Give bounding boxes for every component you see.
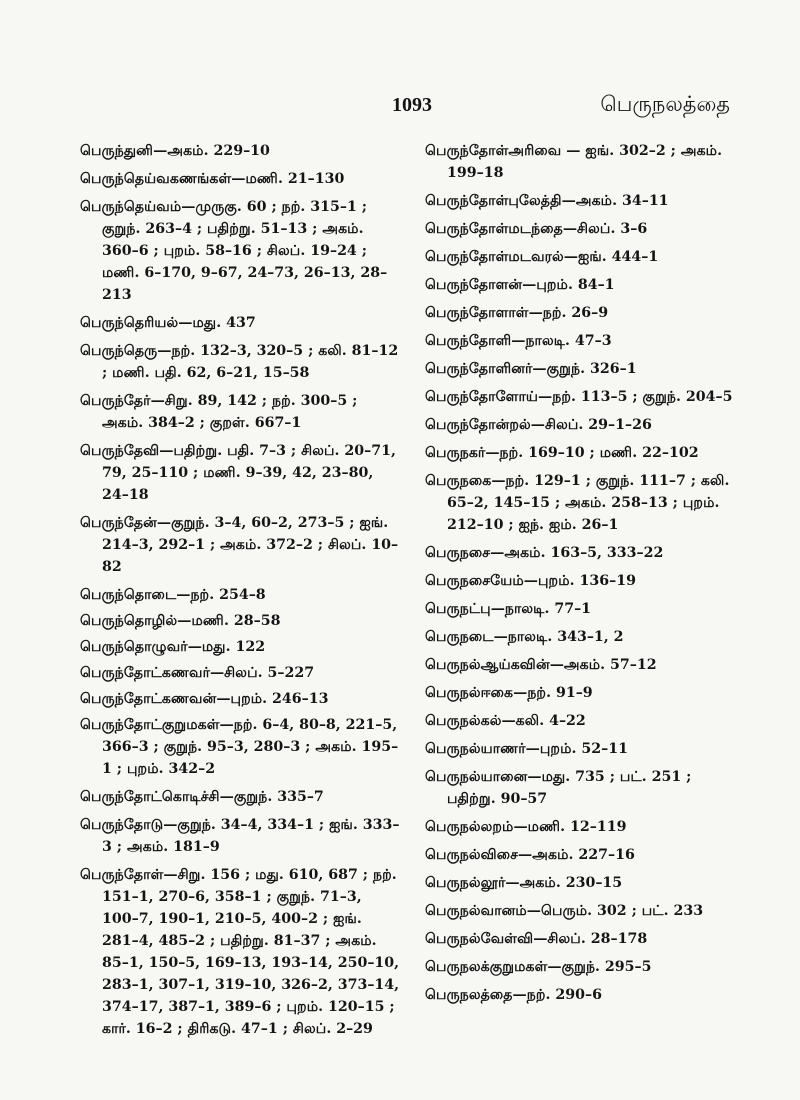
index-entry: பெருநசையேம்—புறம். 136–19: [425, 573, 636, 589]
index-entry: பெருந்தோடு—குறுந். 34–4, 334–1 ; ஐங். 333–3 ; அகம். 181–9: [80, 817, 400, 855]
index-entry: பெருநல்ஈகை—நற். 91–9: [425, 685, 593, 701]
index-entry: பெருநடை—நாலடி. 343–1, 2: [425, 629, 624, 645]
index-entry: பெருந்தெரு—நற். 132–3, 320–5 ; கலி. 81–12 ; மணி. பதி. 62, 6–21, 15–58: [80, 343, 399, 381]
right-column: [425, 140, 743, 1012]
index-entry: பெருந்தோட்கொடிச்சி—குறுந். 335–7: [80, 789, 324, 805]
index-entry: பெருந்தேன்—குறுந். 3–4, 60–2, 273–5 ; ஐங். 214–3, 292–1 ; அகம். 372–2 ; சிலப். 10–82: [80, 515, 399, 575]
index-entry: பெருநல்கல்—கலி. 4–22: [425, 713, 586, 729]
running-head: பெருநலத்தை: [600, 92, 730, 116]
index-entry: பெருந்தோள்அரிவை — ஐங். 302–2 ; அகம். 199–18: [425, 143, 723, 181]
index-entry: பெருநல்வானம்—பெரும். 302 ; பட். 233: [425, 903, 704, 919]
index-entry: பெருந்தோள்மடந்தை—சிலப். 3–6: [425, 221, 648, 237]
index-entry: பெருந்தொழுவர்—மது. 122: [80, 639, 266, 655]
index-entry: பெருந்தோள்புலேத்தி—அகம். 34–11: [425, 193, 669, 209]
index-entry: பெருநல்ஆய்கவின்—அகம். 57–12: [425, 657, 657, 673]
index-entry: பெருநல்விசை—அகம். 227–16: [425, 847, 635, 863]
index-entry: பெருந்தெரியல்—மது. 437: [80, 315, 256, 331]
index-entry: பெருந்தெய்வம்—முருகு. 60 ; நற். 315–1 ; குறுந். 263–4 ; பதிற்று. 51–13 ; அகம். 360–6 ; புறம். 58–16 ; சிலப். 19–24 ; மணி. 6–170, 9–67, 24–73, 26–13, 28–213: [80, 199, 388, 303]
index-entry: பெருந்தோன்றல்—சிலப். 29–1–26: [425, 417, 652, 433]
index-entry: பெருநல்யாணர்—புறம். 52–11: [425, 741, 628, 757]
index-entry: பெருநல்லூர்—அகம். 230–15: [425, 875, 623, 891]
index-entry: பெருந்தோளாள்—நற். 26–9: [425, 305, 609, 321]
index-entry: பெருந்தோள்மடவரல்—ஐங். 444–1: [425, 249, 659, 265]
index-entry: பெருந்தெய்வகணங்கள்—மணி. 21–130: [80, 171, 345, 187]
page-number: 1093: [392, 94, 432, 116]
index-entry: பெருந்தோளன்—புறம். 84–1: [425, 277, 615, 293]
index-entry: பெருந்தோட்கணவர்—சிலப். 5–227: [80, 665, 315, 681]
index-entry: பெருநட்பு—நாலடி. 77–1: [425, 601, 592, 617]
index-entry: பெருந்தேர்—சிறு. 89, 142 ; நற். 300–5 ; அகம். 384–2 ; குறள். 667–1: [80, 393, 358, 431]
index-entry: பெருந்தோள்—சிறு. 156 ; மது. 610, 687 ; நற். 151–1, 270–6, 358–1 ; குறுந். 71–3, 100–7, 190–1, 210–5, 400–2 ; ஐங். 281–4, 485–2 ; பதிற்று. 81–37 ; அகம். 85–1, 150–5, 169–13, 193–14, 250–10, 283–1, 307–1, 319–10, 326–2, 373–14, 374–17, 387–1, 389–6 ; புறம். 120–15 ; கார். 16–2 ; திரிகடு. 47–1 ; சிலப். 2–29: [80, 867, 400, 1037]
page-header: [0, 90, 800, 130]
index-entry: பெருந்தோட்குறுமகள்—நற். 6–4, 80–8, 221–5, 366–3 ; குறுந். 95–3, 280–3 ; அகம். 195–1 ; புறம். 342–2: [80, 717, 399, 777]
left-column: [80, 140, 402, 1046]
index-entry: பெருநல்யானை—மது. 735 ; பட். 251 ; பதிற்று. 90–57: [425, 769, 692, 807]
index-entry: பெருந்தோட்கணவன்—புறம். 246–13: [80, 691, 329, 707]
index-entry: பெருநகை—நற். 129–1 ; குறுந். 111–7 ; கலி. 65–2, 145–15 ; அகம். 258–13 ; புறம். 212–10 ; ஐந். ஐம். 26–1: [425, 473, 730, 533]
index-entry: பெருநகர்—நற். 169–10 ; மணி. 22–102: [425, 445, 699, 461]
index-entry: பெருநசை—அகம். 163–5, 333–22: [425, 545, 664, 561]
index-entry: பெருந்தேவி—பதிற்று. பதி. 7–3 ; சிலப். 20–71, 79, 25–110 ; மணி. 9–39, 42, 23–80, 24–18: [80, 443, 396, 503]
index-entry: பெருந்தொழில்—மணி. 28–58: [80, 613, 281, 629]
index-entry: பெருந்தோளினர்—குறுந். 326–1: [425, 361, 637, 377]
index-entry: பெருந்துனி—அகம். 229–10: [80, 143, 270, 159]
index-entry: பெருந்தோளோய்—நற். 113–5 ; குறுந். 204–5: [425, 389, 733, 405]
index-entry: பெருநல்லறம்—மணி. 12–119: [425, 819, 627, 835]
index-entry: பெருநலத்தை—நற். 290–6: [425, 987, 602, 1003]
index-entry: பெருந்தோளி—நாலடி. 47–3: [425, 333, 612, 349]
index-entry: பெருந்தொடை—நற். 254–8: [80, 587, 266, 603]
index-entry: பெருநல்வேள்வி—சிலப். 28–178: [425, 931, 648, 947]
index-entry: பெருநலக்குறுமகள்—குறுந். 295–5: [425, 959, 652, 975]
